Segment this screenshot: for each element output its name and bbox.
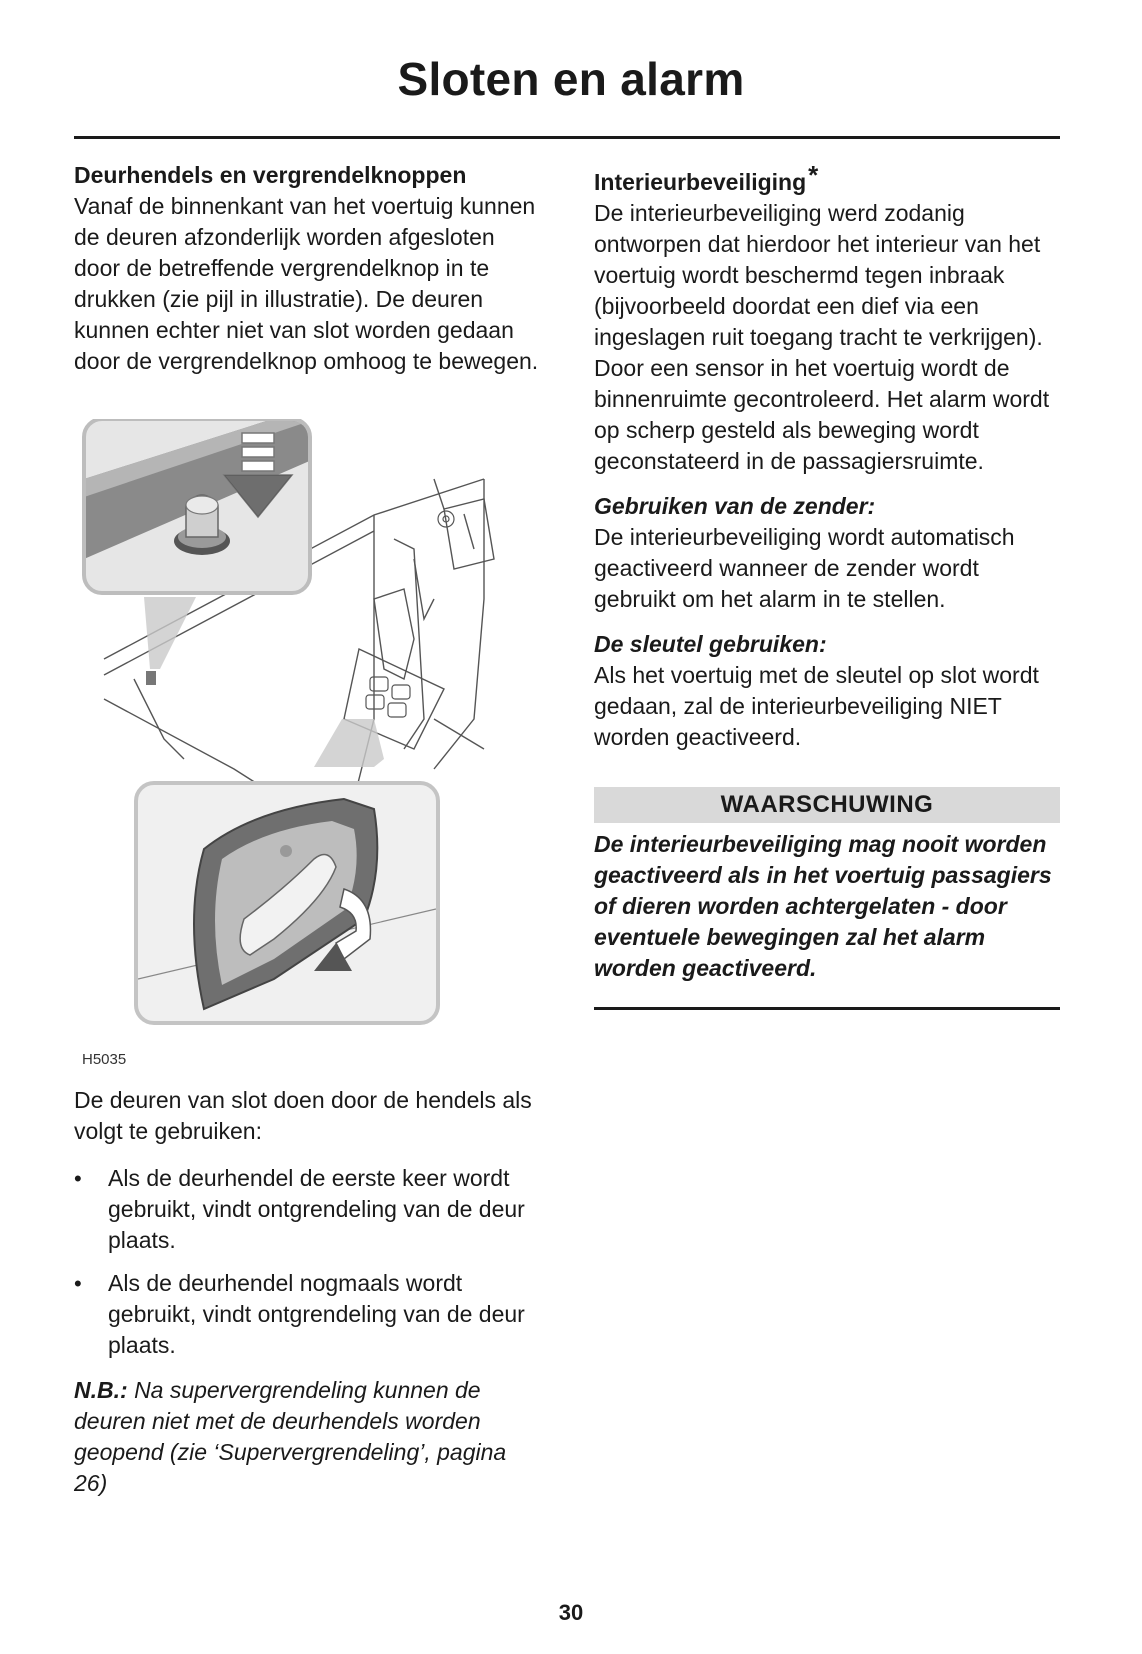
unlock-steps-list — [74, 1163, 544, 1361]
right-column — [594, 160, 1060, 1010]
interior-security-title: Interieurbeveiliging — [594, 169, 807, 195]
warning-rule — [594, 1007, 1060, 1010]
page-title: Sloten en alarm — [397, 53, 745, 105]
title-rule — [74, 136, 1060, 139]
warning-text: De interieurbeveiliging mag nooit worden geactiveerd als in het voertuig passagiers of dieren worden achtergelaten - door eventuele bewegingen zal het alarm worden geactiveerd. — [594, 831, 1052, 981]
transmitter-heading: Gebruiken van de zender: — [594, 493, 876, 519]
key-heading: De sleutel gebruiken: — [594, 631, 827, 657]
interior-security-heading — [594, 160, 1060, 198]
option-marker: * — [808, 160, 819, 190]
note — [74, 1375, 544, 1499]
page-number: 30 — [558, 1600, 584, 1625]
door-lock-illustration — [74, 419, 544, 1085]
note-text: Na supervergrendeling kunnen de deuren niet met de deurhendels worden geopend (zie ‘Supervergrendeling’, pagina 26) — [74, 1377, 507, 1496]
transmitter-text: De interieurbeveiliging wordt automatisch geactiveerd wanneer de zender wordt gebruikt om het alarm in te stellen. — [594, 524, 1015, 612]
lock-knob-marker — [146, 671, 156, 685]
interior-security-intro: De interieurbeveiliging werd zodanig ontworpen dat hierdoor het interieur van het voertuig wordt beschermd tegen inbraak (bijvoorbeeld doordat een dief via een ingeslagen ruit toegang tracht te verkrijgen). Door een sensor in het voertuig wordt de binnenruimte gecontroleerd. Het alarm wordt op scherp gesteld als beweging wordt geconstateerd in de passagiersruimte. — [594, 200, 1050, 474]
illustration-code: H5035 — [82, 1051, 127, 1068]
note-label: N.B.: — [74, 1377, 128, 1403]
door-handles-heading: Deurhendels en vergrendelknoppen — [74, 162, 467, 188]
list-item: • Als de deurhendel nogmaals wordt gebruikt, vindt ontgrendeling van de deur plaats. — [74, 1268, 544, 1361]
door-handles-intro: Vanaf de binnenkant van het voertuig kunnen de deuren afzonderlijk worden afgesloten door de betreffende vergrendelknop in te drukken (zie pijl in illustratie). De deuren kunnen echter niet van slot worden gedaan door de vergrendelknop omhoog te bewegen. — [74, 193, 539, 374]
list-item: • Als de deurhendel de eerste keer wordt gebruikt, vindt ontgrendeling van de deur plaats. — [74, 1163, 544, 1256]
warning-title: WAARSCHUWING — [594, 787, 1060, 823]
key-text: Als het voertuig met de sleutel op slot wordt gedaan, zal de interieurbeveiliging NIET worden geactiveerd. — [594, 662, 1039, 750]
unlock-intro: De deuren van slot doen door de hendels als volgt te gebruiken: — [74, 1087, 532, 1144]
left-column — [74, 160, 544, 1522]
door-interior-drawing — [74, 419, 544, 1085]
